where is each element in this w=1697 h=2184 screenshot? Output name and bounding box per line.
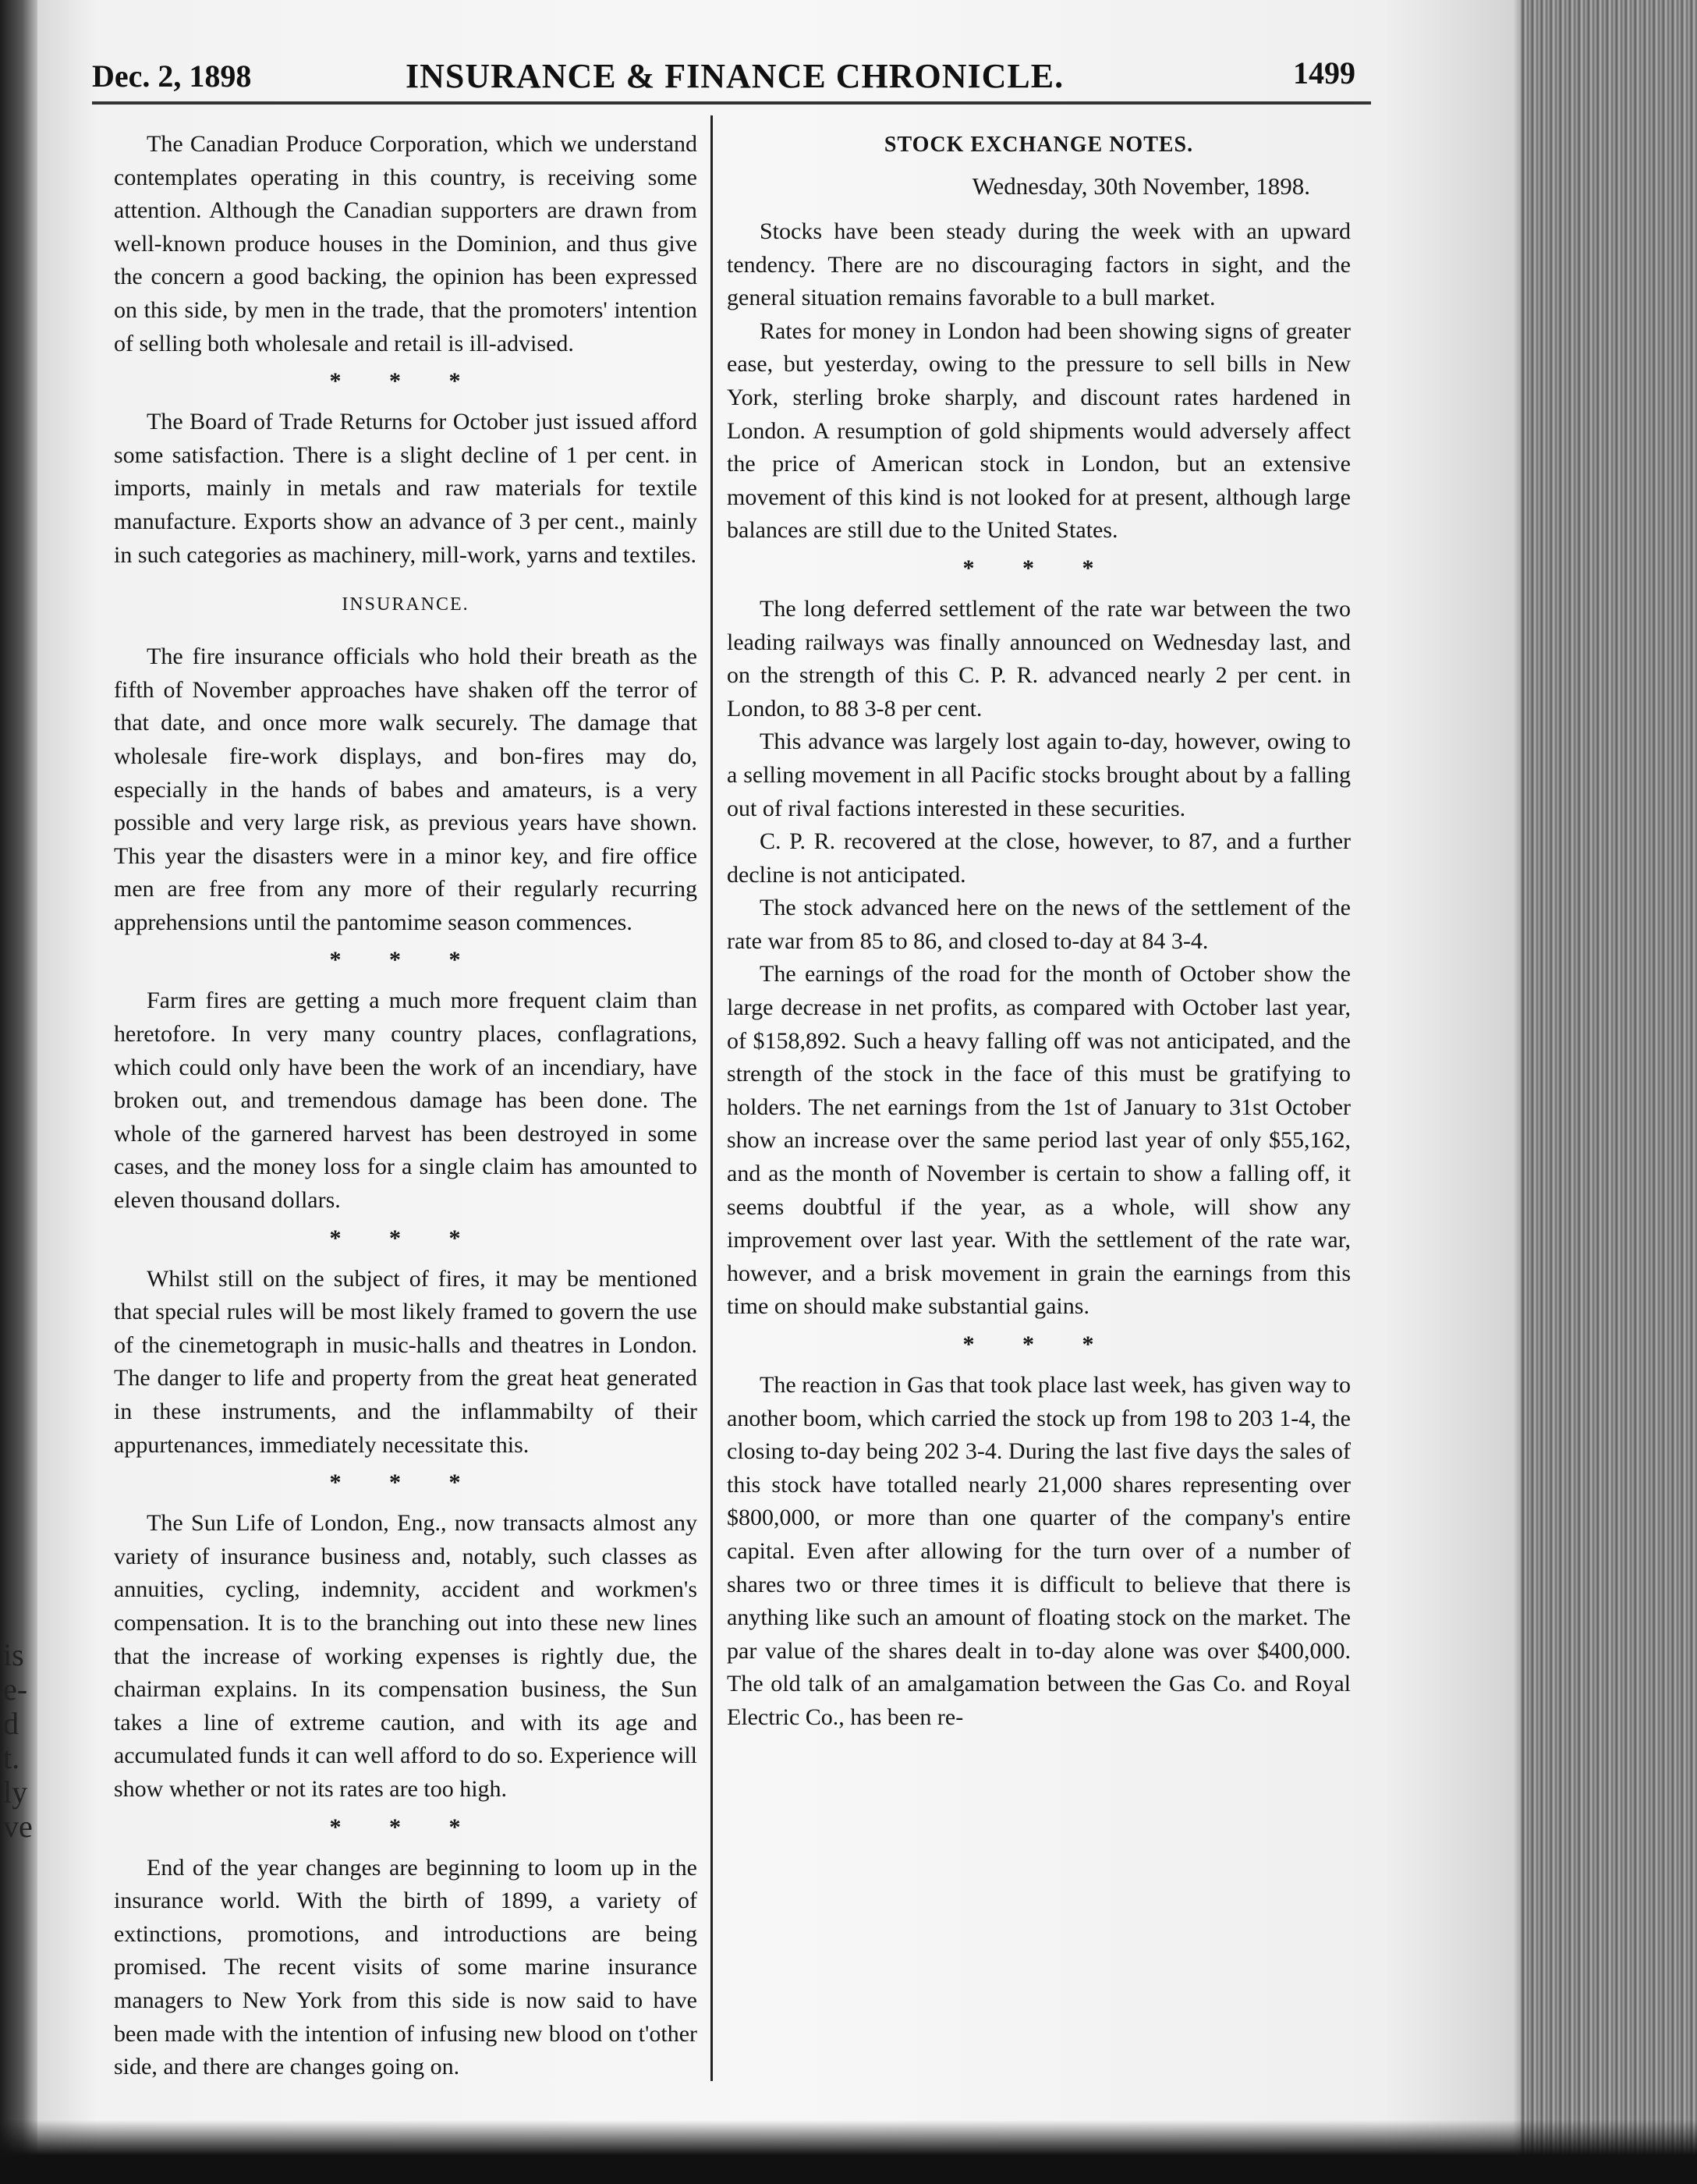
article-farm-fires: Farm fires are getting a much more frequent claim than heretofore. In very many country places, conflagrations, which could only have been the work of an incendiary, have broken out, and tremendous damage has been done. The whole of the garnered harvest has been destroyed in some cases, and the money loss for a single claim has amounted to eleven thousand dollars. <box>114 987 697 1214</box>
margin-fragment: d <box>3 1706 19 1741</box>
article-rate-war-settlement: The long deferred settlement of the rate war between the two leading railways was finally announced on Wednesday last, and on the strength of this C. P. R. advanced nearly 2 per cent. in London, to 88 3-8 per cent. <box>727 595 1351 722</box>
page-number: 1499 <box>1293 55 1355 90</box>
section-separator: * * * <box>329 1470 482 1496</box>
issue-date: Dec. 2, 1898 <box>92 58 252 94</box>
stock-exchange-notes-date: Wednesday, 30th November, 1898. <box>972 172 1310 200</box>
article-cpr-recovered: C. P. R. recovered at the close, however, to 87, and a further decline is not anticipated. <box>727 828 1351 888</box>
left-column <box>114 128 697 2084</box>
margin-fragment: ly <box>3 1774 28 1810</box>
stock-exchange-notes-title: STOCK EXCHANGE NOTES. <box>884 133 1194 157</box>
margin-fragment: ve <box>3 1809 33 1844</box>
article-year-end-changes: End of the year changes are beginning to loom up in the insurance world. With the birth of 1899, a variety of extinctions, promotions, and introductions are being promised. The recent visits of some marine insurance managers to New York from this side is now said to have been made with the intention of infusing new blood on t'other side, and there are changes going on. <box>114 1854 697 2080</box>
article-board-of-trade: The Board of Trade Returns for October just issued afford some satisfaction. There is a slight decline of 1 per cent. in imports, mainly in metals and raw materials for textile manufacture. Exports show an advance of 3 per cent., mainly in such categories as machinery, mill-work, yarns and textiles. <box>114 409 697 568</box>
article-road-earnings: The earnings of the road for the month of October show the large decrease in net profits, as compared with October last year, of $158,892. Such a heavy falling off was not anticipated, and the strength of the stock in the face of this must be gratifying to holders. The net earnings from the 1st of January to 31st October show an increase over the same period last year of only $55,162, and as the month of November is certain to show a falling off, it seems doubtful if the year, as a whole, will show any improvement over last year. With the settlement of the rate war, however, and a brisk movement in grain the earnings from this time on should make substantial gains. <box>727 961 1351 1320</box>
section-separator: * * * <box>329 947 482 973</box>
section-separator: * * * <box>329 368 482 395</box>
book-page-stack-edge <box>1521 0 1697 2184</box>
article-stocks-steady: Stocks have been steady during the week with an upward tendency. There are no discouraging factors in sight, and the general situation remains favorable to a bull market. <box>727 218 1351 311</box>
section-heading-insurance: INSURANCE. <box>342 594 469 615</box>
margin-fragment: t. <box>3 1740 20 1775</box>
section-separator: * * * <box>329 1814 482 1840</box>
publication-title: INSURANCE & FINANCE CHRONICLE. <box>406 57 1065 95</box>
facing-page-edge <box>0 0 37 2184</box>
article-sun-life: The Sun Life of London, Eng., now transacts almost any variety of insurance business and, notably, such classes as annuities, cycling, indemnity, accident and workmen's compensation. It is to the branching out into these new lines that the increase of working expenses is rightly due, the chairman explains. In its compensation business, the Sun takes a line of extreme caution, and with its age and accumulated funds it can well afford to do so. Experience will show whether or not its rates are too high. <box>114 1510 697 1802</box>
column-divider <box>710 115 713 2081</box>
section-separator: * * * <box>329 1225 482 1251</box>
article-advance-lost: This advance was largely lost again to-day, however, owing to a selling movement in all Pacific stocks brought about by a falling out of rival factions interested in these securities. <box>727 729 1351 821</box>
article-gas-boom: The reaction in Gas that took place last week, has given way to another boom, which carried the stock up from 198 to 203 1-4, the closing to-day being 202 3-4. During the last five days the sales of this stock have totalled nearly 21,000 shares representing over $800,000, or more than one quarter of the company's entire capital. Even after allowing for the turn over of a number of shares two or three times it is difficult to believe that there is anything like such an amount of floating stock on the market. The par value of the shares dealt in to-day alone was over $400,000. The old talk of an amalgamation between the Gas Co. and Royal Electric Co., has been re- <box>727 1372 1351 1730</box>
margin-fragment: is <box>3 1637 24 1672</box>
article-london-rates: Rates for money in London had been showing signs of greater ease, but yesterday, owing to the pressure to sell bills in New York, sterling broke sharply, and discount rates hardened in London. A resumption of gold shipments would adversely affect the price of American stock in London, but an extensive movement of this kind is not looked for at present, although large balances are still due to the United States. <box>727 317 1351 544</box>
article-cinemetograph: Whilst still on the subject of fires, it may be mentioned that special rules will be most likely framed to govern the use of the cinemetograph in music-halls and theatres in London. The danger to life and property from the great heat generated in these instruments, and the inflammabilty of their appurtenances, immediately necessitate this. <box>114 1265 697 1458</box>
article-fire-officials: The fire insurance officials who hold their breath as the fifth of November approaches have shaken off the terror of that date, and once more walk securely. The damage that wholesale fire-work displays, and bon-fires may do, especially in the hands of babes and amateurs, is a very possible and very large risk, as previous years have shown. This year the disasters were in a minor key, and fire office men are free from any more of their regularly recurring apprehensions until the pantomime season commences. <box>114 644 697 935</box>
section-separator: * * * <box>962 1331 1115 1357</box>
header-rule <box>92 101 1371 105</box>
scan-bottom-shadow <box>0 2120 1697 2184</box>
page-header <box>92 50 1371 97</box>
section-separator: * * * <box>962 555 1115 581</box>
facing-page-text-fragments <box>3 1638 34 1844</box>
article-canadian-produce: The Canadian Produce Corporation, which we understand contemplates operating in this country, is receiving some attention. Although the Canadian supporters are drawn from well-known produce houses in the Dominion, and thus give the concern a good backing, the opinion has been expressed on this side, by men in the trade, that the promoters' intention of selling both wholesale and retail is ill-advised. <box>114 131 697 356</box>
right-column <box>727 128 1351 1735</box>
margin-fragment: e- <box>3 1672 28 1707</box>
article-stock-advanced-here: The stock advanced here on the news of the settlement of the rate war from 85 to 86, and closed to-day at 84 3-4. <box>727 895 1351 954</box>
